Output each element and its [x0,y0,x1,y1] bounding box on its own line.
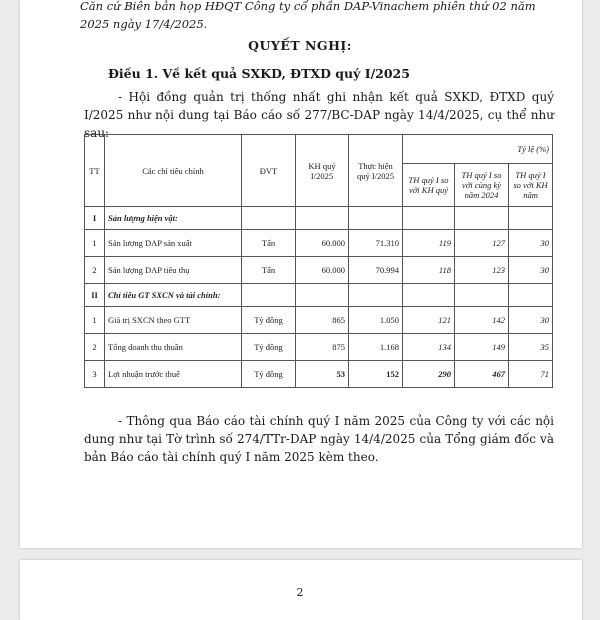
row-ratio-plan: 118 [403,257,455,284]
row-ratio-yoy: 467 [455,361,509,388]
row-name: Giá trị SXCN theo GTT [105,307,242,334]
row-unit: Tỷ đồng [242,361,296,388]
page-number: 2 [296,586,304,599]
table-header-row [85,135,553,164]
row-ratio-year: 30 [509,307,553,334]
header-ratio-year: TH quý I so với KH năm [509,164,553,207]
row-tt: 2 [85,334,105,361]
row-ratio-year: 35 [509,334,553,361]
row-ratio-year: 71 [509,361,553,388]
row-ratio-yoy: 142 [455,307,509,334]
row-actual: 152 [349,361,403,388]
intro-line-1: Căn cứ Biên bản họp HĐQT Công ty cổ phần DAP-Vinachem phiên thứ 02 năm [80,0,536,13]
row-tt: 1 [85,307,105,334]
section-row [85,207,553,230]
paragraph-1-text: - Hội đồng quản trị thống nhất ghi nhận kết quả SXKD, ĐTXD quý I/2025 như nội dung tại Báo cáo số 277/BC-DAP ngày 14/4/2025, cụ thể như sau: [84,90,554,140]
paragraph-2-text: - Thông qua Báo cáo tài chính quý I năm 2025 của Công ty với các nội dung như tại Tờ trình số 274/TTr-DAP ngày 14/4/2025 của Tổng giám đốc và bản Báo cáo tài chính quý I năm 2025 kèm theo. [84,414,554,464]
header-unit: ĐVT [242,135,296,207]
row-plan: 53 [296,361,349,388]
row-actual: 1.050 [349,307,403,334]
table-row [85,334,553,361]
row-plan: 875 [296,334,349,361]
row-unit: Tấn [242,257,296,284]
row-unit: Tỷ đồng [242,307,296,334]
header-plan: KH quý I/2025 [296,135,349,207]
row-ratio-plan: 119 [403,230,455,257]
header-ratio-group: Tỷ lệ (%) [403,135,553,164]
row-tt: 2 [85,257,105,284]
section-title: Sản lượng hiện vật: [105,207,242,230]
paragraph-2 [84,412,554,466]
row-ratio-plan: 290 [403,361,455,388]
row-unit: Tỷ đồng [242,334,296,361]
header-ratio-plan: TH quý I so với KH quý [403,164,455,207]
section-row [85,284,553,307]
section-title: Chỉ tiêu GT SXCN và tài chính: [105,284,242,307]
row-plan: 865 [296,307,349,334]
table-row [85,230,553,257]
row-actual: 71.310 [349,230,403,257]
row-ratio-yoy: 149 [455,334,509,361]
table-row [85,307,553,334]
section-tt: II [85,284,105,307]
article-1-title: Điều 1. Về kết quả SXKD, ĐTXD quý I/2025 [108,66,410,81]
row-plan: 60.000 [296,230,349,257]
intro-text [80,0,550,33]
row-name: Sản lượng DAP sản xuất [105,230,242,257]
row-ratio-yoy: 123 [455,257,509,284]
header-ratio-yoy: TH quý I so với cùng kỳ năm 2024 [455,164,509,207]
intro-line-2: 2025 ngày 17/4/2025. [80,17,208,31]
row-tt: 3 [85,361,105,388]
row-actual: 70.994 [349,257,403,284]
row-ratio-year: 30 [509,230,553,257]
row-unit: Tấn [242,230,296,257]
row-ratio-year: 30 [509,257,553,284]
section-tt: I [85,207,105,230]
header-tt: TT [85,135,105,207]
header-actual: Thực hiện quý I/2025 [349,135,403,207]
row-actual: 1.168 [349,334,403,361]
row-name: Sản lượng DAP tiêu thụ [105,257,242,284]
row-name: Tổng doanh thu thuần [105,334,242,361]
table-row [85,361,553,388]
row-ratio-plan: 134 [403,334,455,361]
row-name: Lợi nhuận trước thuế [105,361,242,388]
row-ratio-plan: 121 [403,307,455,334]
row-ratio-yoy: 127 [455,230,509,257]
table-row [85,257,553,284]
results-table [84,134,553,388]
row-tt: 1 [85,230,105,257]
resolution-heading: QUYẾT NGHỊ: [248,38,352,53]
row-plan: 60.000 [296,257,349,284]
header-indicator: Các chỉ tiêu chính [105,135,242,207]
